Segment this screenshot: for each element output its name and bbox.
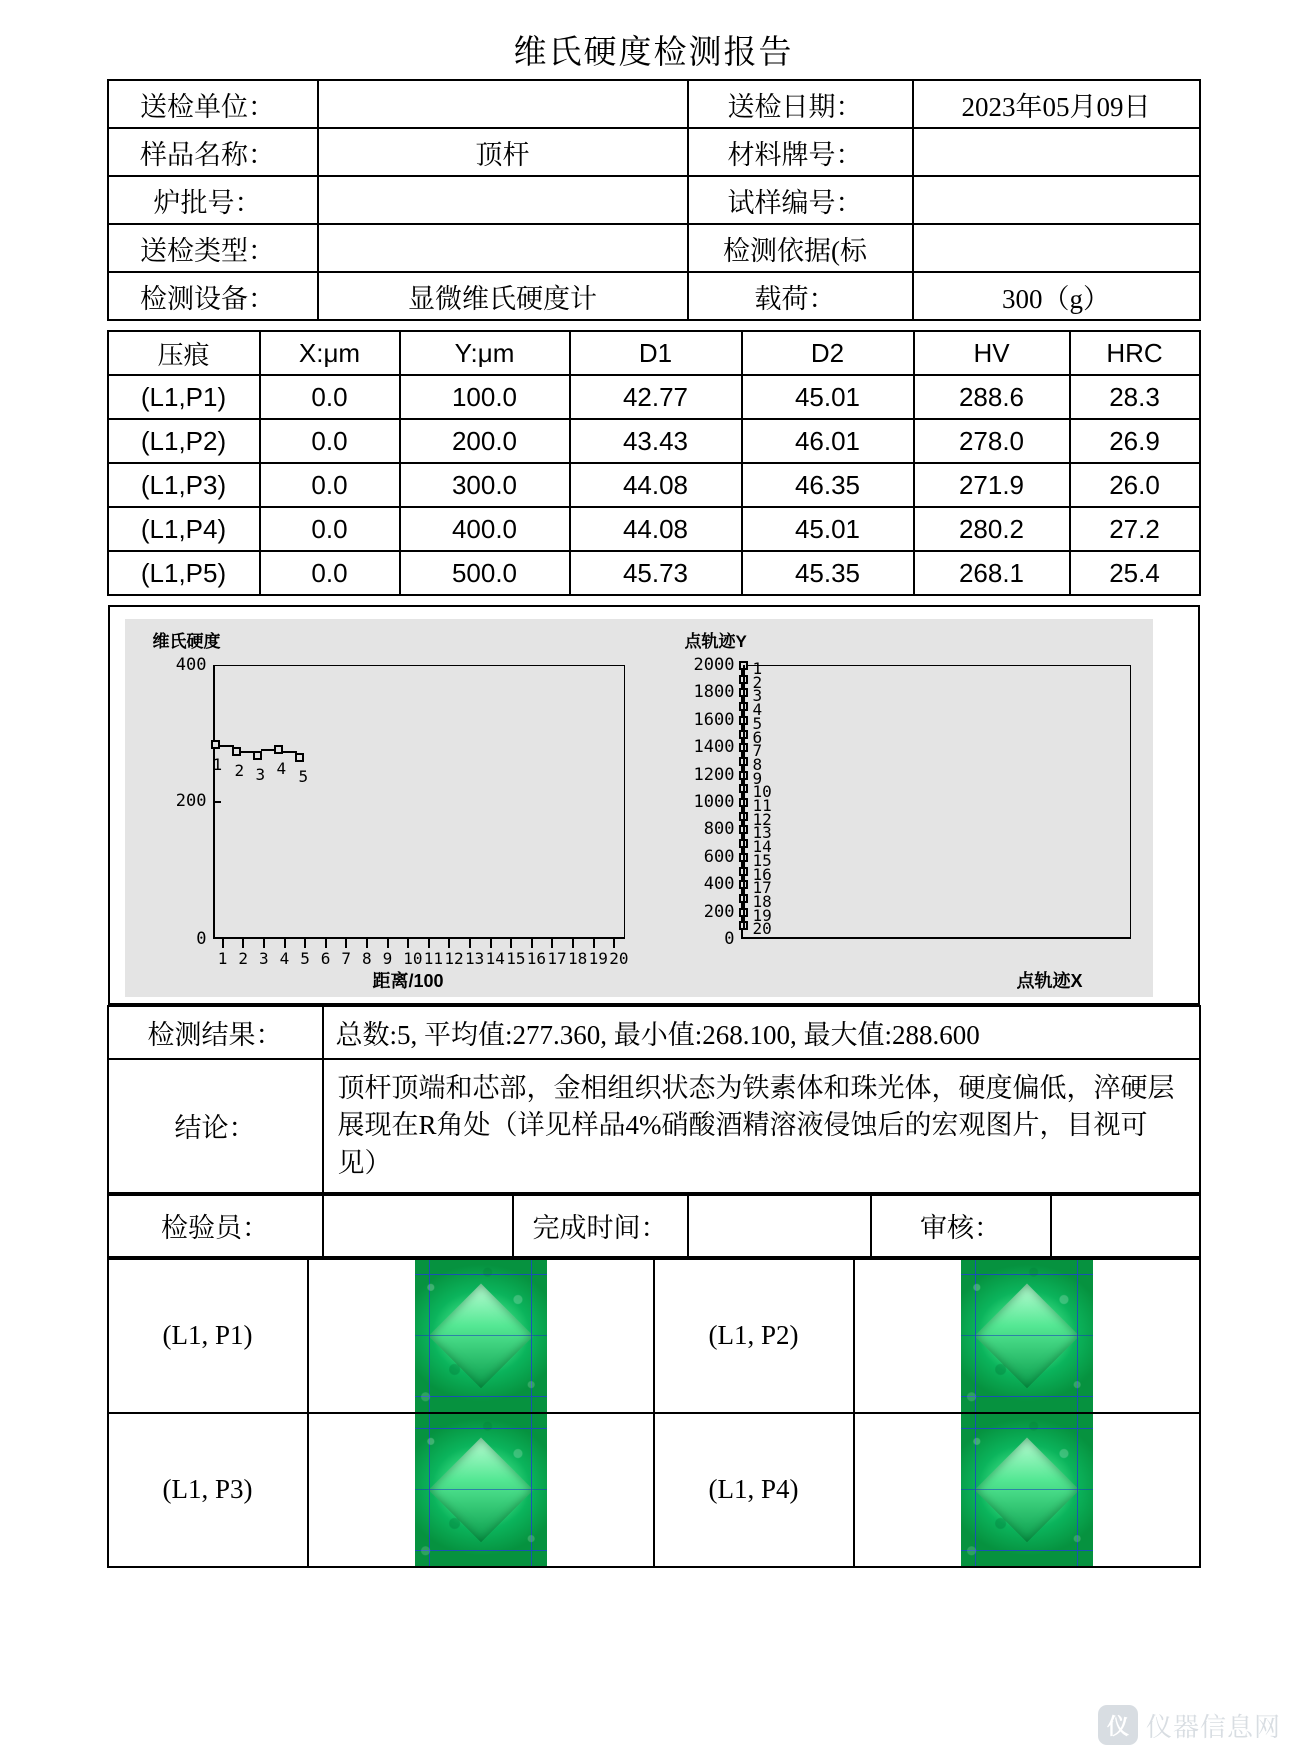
micrograph-texture-icon	[415, 1414, 547, 1566]
cell-hv: 288.6	[914, 375, 1070, 419]
submit-date-label: 送检日期：	[688, 80, 913, 128]
micrograph-caption-p3: (L1, P3)	[108, 1413, 308, 1567]
cell-indent: (L1,P4)	[108, 507, 260, 551]
material-grade-label: 材料牌号：	[688, 128, 913, 176]
hardness-xtick-mark-20	[613, 939, 615, 948]
micrograph-texture-icon	[961, 1260, 1093, 1412]
cell-indent: (L1,P2)	[108, 419, 260, 463]
hardness-xtick-14: 14	[485, 949, 505, 968]
cell-indent: (L1,P3)	[108, 463, 260, 507]
cell-hrc: 28.3	[1070, 375, 1200, 419]
point-track-point-label-20: 20	[752, 919, 772, 939]
hardness-xaxis-caption: 距离/100	[372, 971, 444, 991]
hardness-point-label-4: 4	[276, 759, 287, 778]
micrograph-image-p3	[415, 1414, 547, 1566]
hardness-chart-title: 维氏硬度	[152, 632, 221, 651]
hardness-xtick-5: 5	[300, 949, 310, 968]
cell-y: 500.0	[400, 551, 570, 595]
cell-hrc: 26.0	[1070, 463, 1200, 507]
point-track-point-label-9: 9	[752, 768, 763, 788]
hardness-xtick-6: 6	[320, 949, 331, 968]
hardness-xtick-mark-6	[325, 939, 327, 948]
micrograph-image-p4	[961, 1414, 1093, 1566]
furnace-batch-label: 炉批号：	[108, 176, 318, 224]
hardness-xtick-8: 8	[362, 949, 372, 968]
point-track-connector	[743, 665, 745, 929]
watermark-text: 仪器信息网	[1145, 1711, 1281, 1742]
hardness-xtick-mark-15	[510, 939, 512, 948]
col-header-indent: 压痕	[108, 331, 260, 375]
micrograph-image-p1	[415, 1260, 547, 1412]
table-row	[108, 1195, 1200, 1257]
submit-date-value[interactable]: 2023年05月09日	[913, 80, 1200, 128]
table-row	[108, 551, 1200, 595]
point-track-ytick-1200: 1200	[693, 764, 735, 785]
equipment-label: 检测设备：	[108, 272, 318, 320]
cell-d2: 45.01	[742, 507, 914, 551]
micrograph-cell-p1[interactable]	[308, 1259, 654, 1413]
hardness-xtick-mark-10	[407, 939, 409, 948]
hardness-xtick-mark-9	[387, 939, 389, 948]
hardness-point-label-3: 3	[255, 765, 266, 784]
point-track-ytick-2000: 2000	[693, 655, 735, 675]
cell-d2: 46.01	[742, 419, 914, 463]
cell-x: 0.0	[260, 551, 400, 595]
hardness-xtick-mark-3	[263, 939, 265, 948]
point-track-point-label-16: 16	[752, 864, 772, 884]
load-value[interactable]: 300（g）	[913, 272, 1200, 320]
hardness-xtick-20: 20	[609, 949, 629, 968]
micrograph-caption-p1: (L1, P1)	[108, 1259, 308, 1413]
point-track-point-label-6: 6	[752, 727, 763, 747]
cell-y: 200.0	[400, 419, 570, 463]
point-track-point-label-13: 13	[752, 823, 772, 843]
point-track-ytick-200: 200	[703, 901, 735, 922]
micrograph-cell-p3[interactable]	[308, 1413, 654, 1567]
hardness-xtick-15: 15	[506, 949, 526, 968]
point-track-point-label-1: 1	[752, 659, 763, 678]
point-track-point-label-10: 10	[752, 782, 772, 802]
load-label: 载荷：	[688, 272, 913, 320]
table-row	[108, 463, 1200, 507]
micrograph-image-p2	[961, 1260, 1093, 1412]
hardness-xtick-10: 10	[403, 949, 423, 968]
hardness-xtick-11: 11	[423, 949, 444, 968]
submit-type-label: 送检类型：	[108, 224, 318, 272]
submit-unit-label: 送检单位：	[108, 80, 318, 128]
hardness-xtick-3: 3	[259, 949, 269, 968]
hardness-ytick-200: 200	[175, 791, 207, 811]
cell-indent: (L1,P5)	[108, 551, 260, 595]
cell-y: 300.0	[400, 463, 570, 507]
result-label: 检测结果：	[108, 1006, 323, 1059]
signature-table	[107, 1194, 1201, 1258]
furnace-batch-value[interactable]	[318, 176, 688, 224]
micrograph-texture-icon	[415, 1260, 547, 1412]
hardness-xtick-18: 18	[568, 949, 588, 968]
hardness-xtick-mark-11	[428, 939, 430, 948]
point-track-ytick-1000: 1000	[693, 792, 735, 812]
table-row	[108, 1006, 1200, 1059]
col-header-d2: D2	[742, 331, 914, 375]
result-conclusion-table	[107, 1005, 1201, 1194]
table-row	[108, 375, 1200, 419]
submit-type-value[interactable]	[318, 224, 688, 272]
hardness-link-3-4	[261, 749, 276, 751]
point-track-ytick-600: 600	[703, 846, 735, 867]
sample-name-label: 样品名称：	[108, 128, 318, 176]
col-header-d1: D1	[570, 331, 742, 375]
micrograph-caption-p4: (L1, P4)	[654, 1413, 854, 1567]
col-header-hrc: HRC	[1070, 331, 1200, 375]
micrograph-cell-p2[interactable]	[854, 1259, 1200, 1413]
table-row	[108, 1413, 1200, 1567]
hardness-xtick-17: 17	[547, 949, 567, 968]
cell-d2: 45.01	[742, 375, 914, 419]
micrograph-cell-p4[interactable]	[854, 1413, 1200, 1567]
hardness-xtick-mark-8	[366, 939, 368, 948]
point-track-point-label-8: 8	[752, 754, 763, 774]
table-row	[108, 1059, 1200, 1193]
hardness-xtick-mark-17	[551, 939, 553, 948]
hardness-xtick-mark-19	[593, 939, 595, 948]
cell-d1: 42.77	[570, 375, 742, 419]
hardness-xtick-12: 12	[444, 949, 464, 968]
table-row	[108, 128, 1200, 176]
cell-y: 100.0	[400, 375, 570, 419]
hardness-link-1-2	[219, 745, 234, 747]
measurement-table-header	[108, 331, 1200, 375]
chart-panel	[108, 605, 1200, 1005]
cell-hv: 271.9	[914, 463, 1070, 507]
micrograph-texture-icon	[961, 1414, 1093, 1566]
conclusion-text: 顶杆顶端和芯部，金相组织状态为铁素体和珠光体，硬度偏低，淬硬层展现在R角处（详见样品4%硝酸酒精溶液侵蚀后的宏观图片，目视可见）	[323, 1059, 1200, 1193]
hardness-profile-chart	[125, 619, 645, 997]
point-track-point-label-5: 5	[752, 713, 763, 733]
finish-time-value[interactable]	[688, 1195, 871, 1257]
hardness-xtick-19: 19	[588, 949, 608, 968]
hardness-xtick-mark-4	[284, 939, 286, 948]
sample-name-value[interactable]: 顶杆	[318, 128, 688, 176]
page-title: 维氏硬度检测报告	[513, 35, 794, 71]
hardness-xtick-13: 13	[465, 949, 485, 968]
review-value[interactable]	[1051, 1195, 1200, 1257]
watermark	[1098, 1705, 1281, 1745]
col-header-hv: HV	[914, 331, 1070, 375]
sample-no-label: 试样编号：	[688, 176, 913, 224]
hardness-point-label-2: 2	[234, 761, 245, 780]
point-track-point-label-17: 17	[752, 878, 772, 898]
hardness-xtick-mark-16	[531, 939, 533, 948]
point-track-point-label-4: 4	[752, 700, 763, 720]
micrograph-table	[107, 1258, 1201, 1568]
point-track-ytick-400: 400	[703, 874, 735, 895]
cell-d2: 45.35	[742, 551, 914, 595]
measurement-table	[107, 330, 1201, 596]
hardness-xtick-mark-18	[572, 939, 574, 948]
table-row	[108, 80, 1200, 128]
hardness-link-4-5	[282, 751, 297, 753]
point-track-ytick-1800: 1800	[693, 682, 735, 703]
cell-indent: (L1,P1)	[108, 375, 260, 419]
hardness-xtick-4: 4	[279, 949, 290, 968]
conclusion-label: 结论：	[108, 1059, 323, 1193]
table-row	[108, 176, 1200, 224]
hardness-point-label-1: 1	[212, 755, 223, 774]
point-track-point-label-18: 18	[752, 891, 772, 911]
hardness-xtick-1: 1	[217, 949, 228, 968]
equipment-value[interactable]: 显微维氏硬度计	[318, 272, 688, 320]
submit-unit-value[interactable]	[318, 80, 688, 128]
cell-d2: 46.35	[742, 463, 914, 507]
table-row	[108, 1259, 1200, 1413]
cell-d1: 45.73	[570, 551, 742, 595]
test-basis-value[interactable]	[913, 224, 1200, 272]
cell-hv: 280.2	[914, 507, 1070, 551]
cell-hrc: 27.2	[1070, 507, 1200, 551]
table-row	[108, 507, 1200, 551]
hardness-ytick-mark-200	[213, 801, 221, 803]
point-track-plot-area	[741, 665, 1131, 939]
hardness-link-2-3	[240, 751, 255, 753]
point-track-point-label-19: 19	[752, 905, 772, 925]
micrograph-caption-p2: (L1, P2)	[654, 1259, 854, 1413]
sample-no-value[interactable]	[913, 176, 1200, 224]
test-basis-label: 检测依据(标	[688, 224, 913, 272]
hardness-point-label-5: 5	[298, 767, 309, 786]
point-track-xaxis-caption: 点轨迹X	[1016, 971, 1083, 991]
cell-d1: 44.08	[570, 463, 742, 507]
cell-x: 0.0	[260, 375, 400, 419]
cell-x: 0.0	[260, 507, 400, 551]
cell-hv: 278.0	[914, 419, 1070, 463]
cell-x: 0.0	[260, 419, 400, 463]
point-track-point-label-14: 14	[752, 837, 772, 857]
point-track-point-label-11: 11	[752, 796, 772, 815]
point-track-ytick-0: 0	[724, 929, 735, 949]
col-header-y: Y:μm	[400, 331, 570, 375]
cell-hrc: 25.4	[1070, 551, 1200, 595]
cell-hv: 268.1	[914, 551, 1070, 595]
point-track-point-label-2: 2	[752, 672, 763, 692]
hardness-xtick-mark-12	[448, 939, 450, 948]
chart-inner-surface	[125, 619, 1165, 997]
hardness-point-5[interactable]	[295, 753, 304, 762]
hardness-xtick-7: 7	[341, 949, 352, 968]
cell-y: 400.0	[400, 507, 570, 551]
hardness-xtick-2: 2	[238, 949, 249, 968]
point-track-point-label-15: 15	[752, 850, 772, 870]
point-track-ytick-1400: 1400	[693, 737, 735, 758]
hardness-xtick-mark-14	[490, 939, 492, 948]
hardness-xtick-mark-5	[304, 939, 306, 948]
finish-time-label: 完成时间：	[513, 1195, 688, 1257]
result-value: 总数:5, 平均值:277.360, 最小值:268.100, 最大值:288.600	[323, 1006, 1200, 1059]
hardness-xtick-mark-2	[242, 939, 244, 948]
hardness-xtick-mark-13	[469, 939, 471, 948]
point-track-ytick-800: 800	[703, 819, 735, 840]
hardness-xtick-16: 16	[526, 949, 547, 968]
hardness-xtick-mark-1	[222, 939, 224, 948]
sample-info-table	[107, 79, 1201, 321]
hardness-xtick-mark-7	[345, 939, 347, 948]
hardness-plot-area	[213, 665, 625, 939]
review-label: 审核：	[871, 1195, 1051, 1257]
point-track-chart-title: 点轨迹Y	[684, 632, 747, 651]
table-row	[108, 419, 1200, 463]
point-track-ytick-1600: 1600	[693, 709, 735, 730]
hardness-ytick-0: 0	[196, 929, 207, 949]
point-track-chart	[645, 619, 1153, 997]
point-track-point-label-3: 3	[752, 686, 763, 706]
hardness-xtick-9: 9	[382, 949, 393, 968]
cell-x: 0.0	[260, 463, 400, 507]
cell-d1: 43.43	[570, 419, 742, 463]
col-header-x: X:μm	[260, 331, 400, 375]
table-row	[108, 224, 1200, 272]
point-track-point-label-7: 7	[752, 741, 763, 761]
material-grade-value[interactable]	[913, 128, 1200, 176]
cell-hrc: 26.9	[1070, 419, 1200, 463]
inspector-value[interactable]	[323, 1195, 513, 1257]
hardness-ytick-400: 400	[175, 655, 207, 675]
watermark-logo-icon: 仪	[1098, 1705, 1138, 1745]
point-track-point-label-12: 12	[752, 809, 772, 829]
inspector-label: 检验员：	[108, 1195, 323, 1257]
cell-d1: 44.08	[570, 507, 742, 551]
chart-scrollbar[interactable]	[1153, 619, 1165, 997]
table-row	[108, 272, 1200, 320]
